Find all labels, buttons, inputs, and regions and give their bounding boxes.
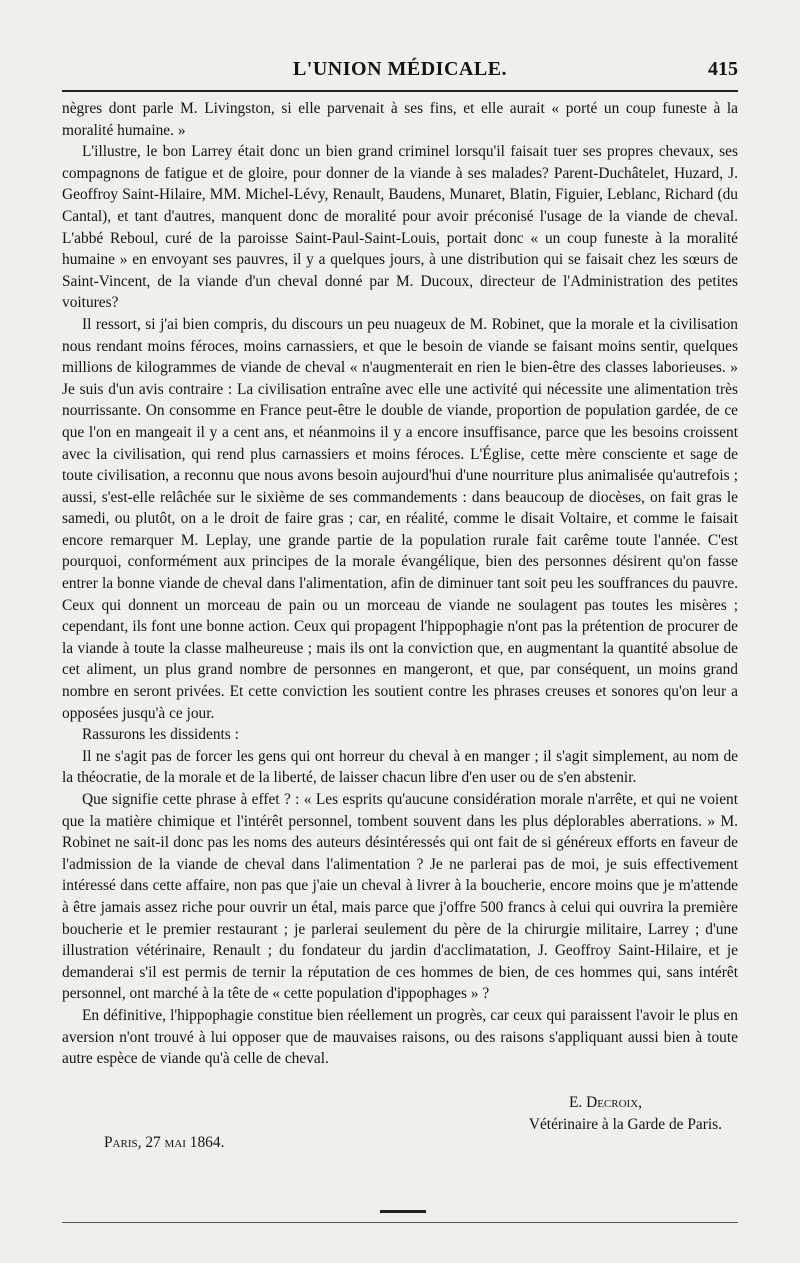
paragraph-1: nègres dont parle M. Livingston, si elle parvenait à ses fins, et elle aurait « porté un coup funeste à la moralité humaine. » xyxy=(62,100,738,139)
paragraph-5: Il ne s'agit pas de forcer les gens qui ont horreur du cheval à en manger ; il s'agit simplement, au nom de la théocratie, de la morale et de la liberté, de laisser chacun libre d'en user ou de s'en abstenir. xyxy=(62,747,738,787)
author-name: E. Decroix, xyxy=(568,1094,642,1111)
article-body xyxy=(62,98,738,1070)
paragraph-4: Rassurons les dissidents : xyxy=(82,726,239,744)
paragraph-2: L'illustre, le bon Larrey était donc un bien grand criminel lorsqu'il faisait tuer ses propres chevaux, ses compagnons de fatigue et de gloire, pour donner de la viande à ses malades? Parent-Duchâtelet, Huzard, J. Geoffroy Saint-Hilaire, MM. Michel-Lévy, Renault, Baudens, Munaret, Blatin, Figuier, Leblanc, Richard (du Cantal), et tant d'autres, manquent donc de moralité pour avoir préconisé l'usage de la viande de cheval. L'abbé Reboul, curé de la paroisse Saint-Paul-Saint-Louis, portait donc « un coup funeste à la moralité humaine » en envoyant ses pauvres, il y a quelques jours, à une distribution qui se faisait chez les sœurs de Saint-Vincent, de la viande d'un cheval donné par M. Ducoux, directeur de l'Administration des petites voitures? xyxy=(62,143,738,312)
footer-rule xyxy=(62,1222,738,1223)
paragraph-7: En définitive, l'hippophagie constitue bien réellement un progrès, car ceux qui paraissent l'avoir le plus en aversion n'ont trouvé à lui opposer que de mauvaises raisons, ou des raisons s'appliquant aussi bien à toute autre espèce de viande qu'à celle de cheval. xyxy=(62,1006,738,1068)
page-header xyxy=(62,58,738,84)
dateline: Paris, 27 mai 1864. xyxy=(104,1134,225,1151)
paragraph-3: Il ressort, si j'ai bien compris, du discours un peu nuageux de M. Robinet, que la morale et la civilisation nous rendant moins féroces, moins carnassiers, et que le besoin de viande se faisant moins sentir, quelques millions de kilogrammes de viande de cheval « n'augmenterait en rien le bien-être des classes laborieuses. » Je suis d'un avis contraire : La civilisation entraîne avec elle une activité qui nécessite une alimentation très nourrissante. On consomme en France peut-être le double de viande, proportion de population gardée, de ce que l'on en mangeait il y a cent ans, et néanmoins il y a encore insuffisance, parce que les besoins croissent avec la civilisation, qui rend plus carnassiers et moins féroces. L'Église, cette mère consciente et sage de toute civilisation, a reconnu que nous avons besoin aujourd'hui d'une nourriture plus animalisée qu'autrefois ; aussi, s'est-elle relâchée sur le sixième de ses commandements : dans beaucoup de diocèses, on fait gras le samedi, ou plutôt, on a le droit de faire gras ; car, en réalité, comme le disait Voltaire, et comme le faisait encore remarquer M. Leplay, une grande partie de la population rurale fait carême toute l'année. C'est pourquoi, conformément aux principes de la morale évangélique, bien des personnes désirent qu'on fasse entrer la bonne viande de cheval dans l'alimentation, afin de diminuer tant soit peu les souffrances du pauvre. Ceux qui donnent un morceau de pain ou un morceau de viande ne soulagent pas toutes les misères ; cependant, ils font une bonne action. Ceux qui propagent l'hippophagie n'ont pas la prétention de procurer de la viande à toute la classe malheureuse ; mais ils ont la conviction que, en augmentant la quantité absolue de cet aliment, un plus grand nombre de personnes en mangeront, et que, par conséquent, un moins grand nombre en seront privées. Et cette conviction les soutient contre les phrases creuses et sonores qu'on leur a opposées jusqu'à ce jour. xyxy=(62,315,738,722)
running-title: L'UNION MÉDICALE. xyxy=(292,58,508,80)
header-rule xyxy=(62,90,738,92)
end-rule xyxy=(380,1210,426,1213)
paragraph-6: Que signifie cette phrase à effet ? : « Les esprits qu'aucune considération morale n'arrête, et qui ne voient que la matière chimique et l'intérêt personnel, tombent souvent dans les plus déplorables aberrations. » M. Robinet ne sait-il donc pas les noms des auteurs désintéressés qui ont fait de si généreux efforts en faveur de l'admission de la viande de cheval dans l'alimentation ? Je ne parlerai pas de moi, je suis effectivement intéressé dans cette affaire, non pas que j'aie un cheval à livrer à la boucherie, encore moins que je m'attende à être jamais assez riche pour ouvrir un étal, mais parce que j'offre 500 francs à celui qui ouvrira la première boucherie et le premier restaurant ; je parlerai seulement du père de la chirurgie militaire, Larrey ; d'une illustration vétérinaire, Renault ; du fondateur du jardin d'acclimatation, J. Geoffroy Saint-Hilaire, et je demanderai s'il est permis de ternir la réputation de ces hommes de bien, de ces hommes qui, sans intérêt personnel, ont marché à la tête de « cette population d'ippophages » ? xyxy=(62,791,738,1003)
signature-block xyxy=(62,1092,722,1135)
author-title: Vétérinaire à la Garde de Paris. xyxy=(528,1115,722,1133)
page-number: 415 xyxy=(708,58,738,80)
